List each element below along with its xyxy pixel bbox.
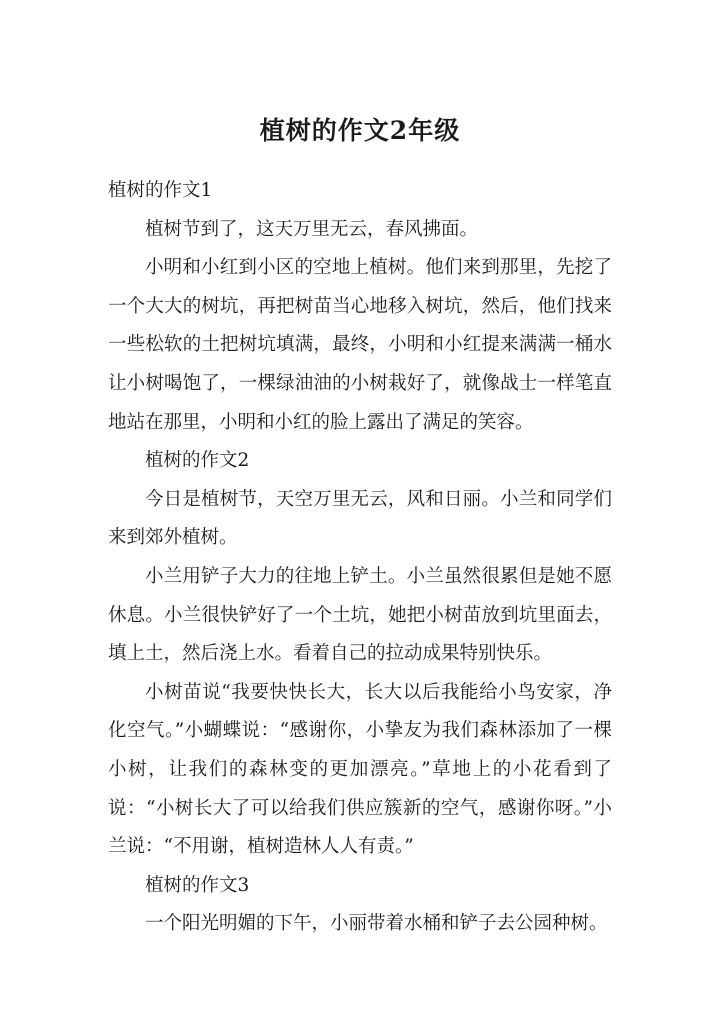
paragraph: 小树苗说“我要快快长大，长大以后我能给小鸟安家，净化空气。”小蝴蝶说：“感谢你，小挚友为我们森林添加了一棵小树，让我们的森林变的更加漂亮。”草地上的小花看到了说：“小树长大了可以给我们供应簇新的空气，感谢你呀。”小兰说：“不用谢，植树造林人人有责。” — [108, 681, 612, 858]
section-heading-1: 植树的作文1 — [108, 180, 213, 201]
document-title: 植树的作文2年级 — [259, 116, 461, 145]
section-heading-2: 植树的作文2 — [145, 450, 250, 472]
paragraph: 小兰用铲子大力的往地上铲土。小兰虽然很累但是她不愿休息。小兰很快铲好了一个土坑，她把小树苗放到坑里面去，填上土，然后浇上水。看着自己的拉动成果特别快乐。 — [108, 565, 612, 665]
section-heading-3: 植树的作文3 — [145, 874, 250, 896]
paragraph: 今日是植树节，天空万里无云，风和日丽。小兰和同学们来到郊外植树。 — [108, 488, 612, 549]
document-body — [108, 172, 612, 944]
paragraph: 小明和小红到小区的空地上植树。他们来到那里，先挖了一个大大的树坑，再把树苗当心地移入树坑，然后，他们找来一些松软的土把树坑填满，最终，小明和小红提来满满一桶水让小树喝饱了，一棵绿油油的小树栽好了，就像战士一样笔直地站在那里，小明和小红的脸上露出了满足的笑容。 — [108, 257, 612, 433]
paragraph: 一个阳光明媚的下午，小丽带着水桶和铲子去公园种树。 — [145, 913, 608, 935]
paragraph: 植树节到了，这天万里无云，春风拂面。 — [145, 218, 479, 240]
